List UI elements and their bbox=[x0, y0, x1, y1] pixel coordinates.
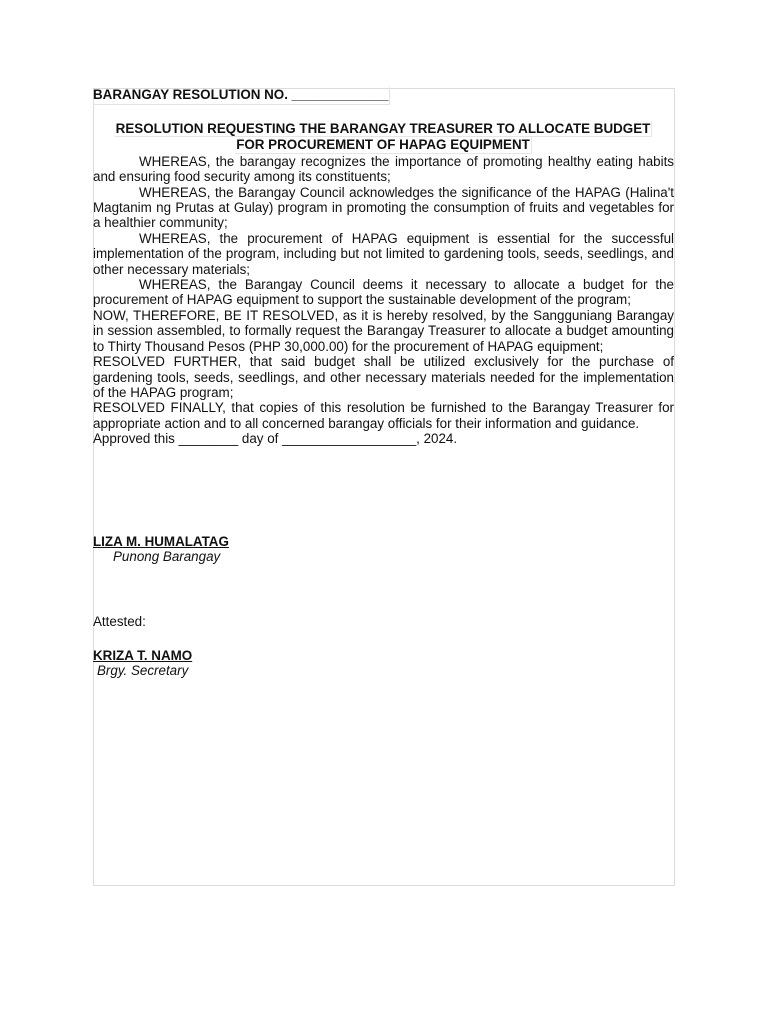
resolution-title-line-1: RESOLUTION REQUESTING THE BARANGAY TREASURER TO ALLOCATE BUDGET bbox=[115, 121, 651, 136]
resolved-finally-clause: RESOLVED FINALLY, that copies of this resolution be furnished to the Barangay Treasurer for appropriate action and to all concerned barangay officials for their information and guidance. bbox=[93, 400, 674, 431]
resolution-title bbox=[93, 121, 674, 137]
signatory-title: Punong Barangay bbox=[113, 548, 221, 564]
approval-line: Approved this ________ day of __________________, 2024. bbox=[93, 431, 458, 447]
secretary-name: KRIZA T. NAMO bbox=[93, 647, 193, 663]
resolution-title-line-2: FOR PROCUREMENT OF HAPAG EQUIPMENT bbox=[236, 137, 530, 153]
signature-block-secretary bbox=[93, 648, 674, 679]
signatory-name: LIZA M. HUMALATAG bbox=[93, 533, 229, 549]
attested-label: Attested: bbox=[93, 614, 146, 630]
resolution-title-2 bbox=[93, 137, 674, 153]
whereas-clause-3: WHEREAS, the procurement of HAPAG equipment is essential for the successful implementation of the program, including but not limited to gardening tools, seeds, seedlings, and other necessary materials; bbox=[93, 230, 674, 277]
resolution-number: BARANGAY RESOLUTION NO. _____________ bbox=[93, 87, 390, 105]
secretary-title: Brgy. Secretary bbox=[97, 663, 189, 679]
whereas-clause-1: WHEREAS, the barangay recognizes the importance of promoting healthy eating habits and ensuring food security among its constituents; bbox=[93, 153, 674, 185]
resolved-further-clause: RESOLVED FURTHER, that said budget shall be utilized exclusively for the purchase of gardening tools, seeds, seedlings, and other necessary materials needed for the implementation of the HAPAG program; bbox=[93, 354, 674, 400]
resolved-clause: NOW, THEREFORE, BE IT RESOLVED, as it is hereby resolved, by the Sangguniang Barangay in session assembled, to formally request the Barangay Treasurer to allocate a budget amounting to Thirty Thousand Pesos (PHP 30,000.00) for the procurement of HAPAG equipment; bbox=[93, 307, 674, 354]
signature-block-punong-barangay bbox=[93, 534, 674, 565]
whereas-clause-2: WHEREAS, the Barangay Council acknowledges the significance of the HAPAG (Halina't Magtanim ng Prutas at Gulay) program in promoting the consumption of fruits and vegetables for a healthier community; bbox=[93, 184, 674, 231]
document-body bbox=[93, 87, 674, 679]
whereas-clause-4: WHEREAS, the Barangay Council deems it necessary to allocate a budget for the procurement of HAPAG equipment to support the sustainable development of the program; bbox=[93, 277, 674, 308]
